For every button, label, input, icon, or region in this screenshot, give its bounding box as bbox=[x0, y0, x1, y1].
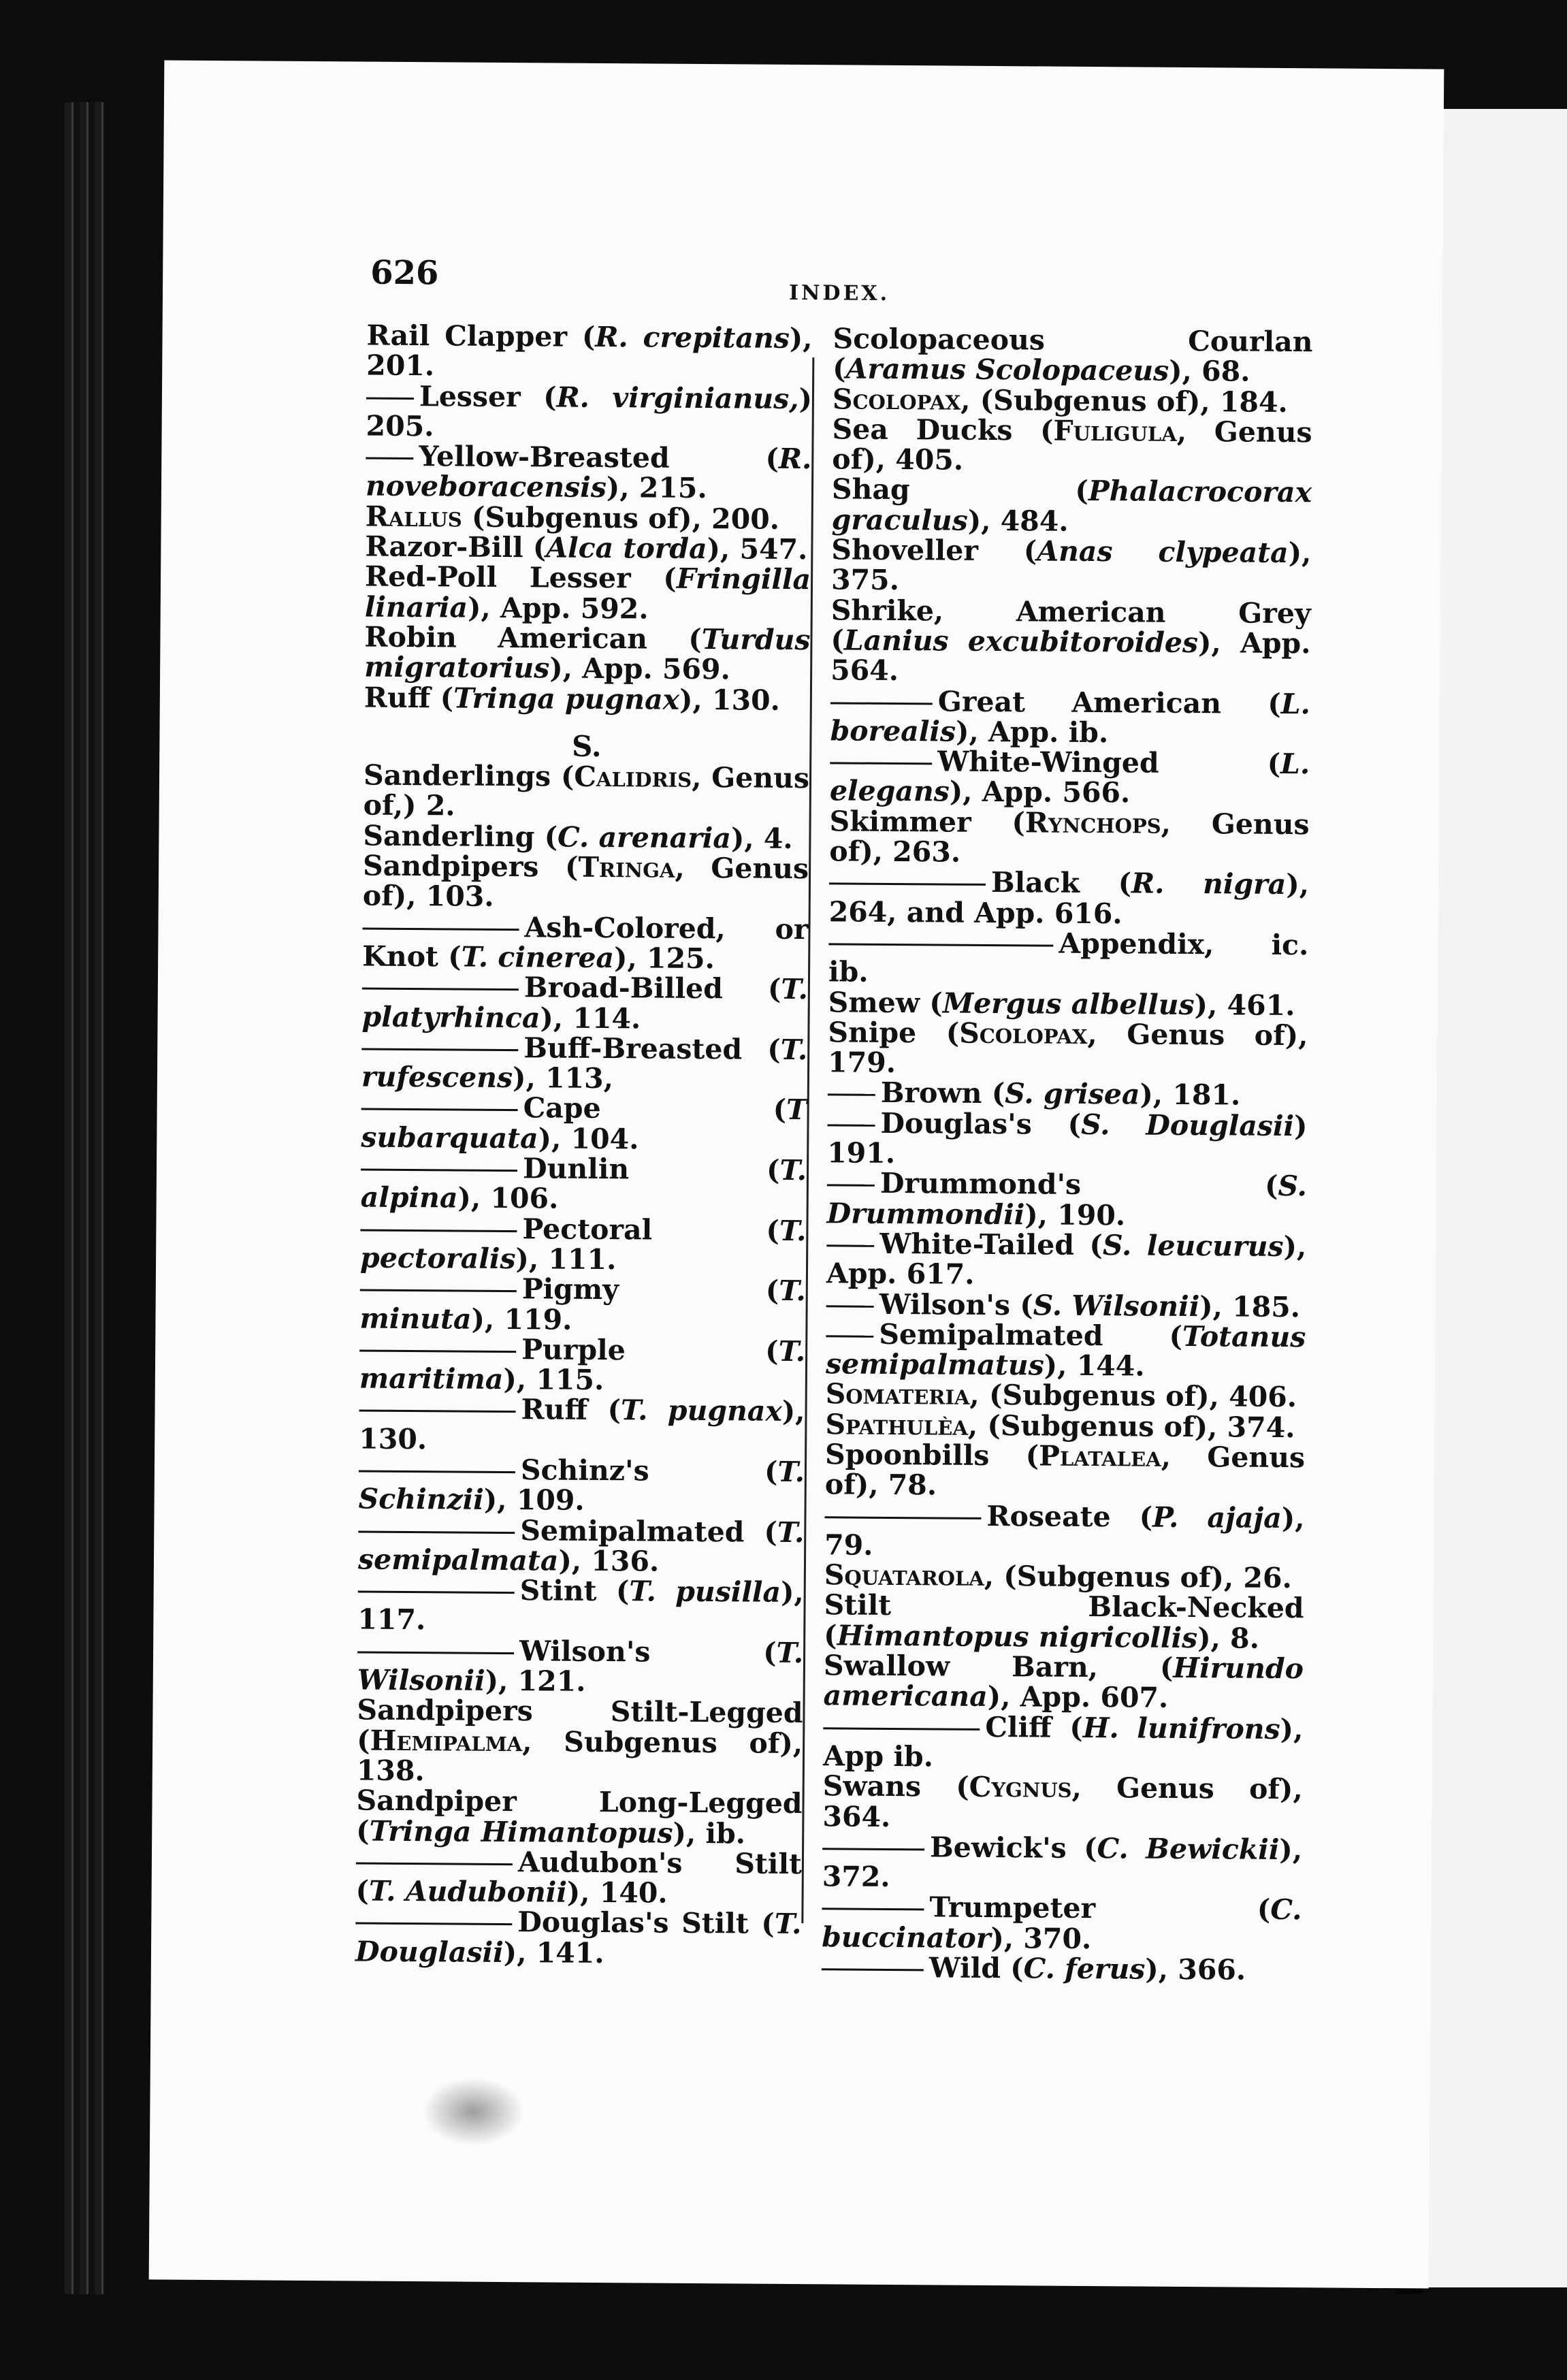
index-entry: Scolopax, (Subgenus of), 184. bbox=[832, 382, 1288, 419]
ditto-rule bbox=[830, 762, 932, 765]
index-entry: Ash-Colored, or Knot (T. cinerea), 125. bbox=[362, 910, 809, 976]
index-entry: Douglas's (S. Douglasii) 191. bbox=[827, 1106, 1308, 1170]
index-entry: Rallus (Subgenus of), 200. bbox=[365, 500, 780, 536]
index-entry: Semipalmated (Totanus semipalmatus), 144. bbox=[825, 1317, 1306, 1383]
index-entry: Swans (Cygnus, Genus of), 364. bbox=[822, 1769, 1303, 1833]
index-entry: Skimmer (Rynchops, Genus of), 263. bbox=[829, 805, 1310, 869]
ditto-rule bbox=[360, 1289, 517, 1293]
index-column-left bbox=[355, 321, 813, 1970]
ditto-rule bbox=[828, 1094, 875, 1096]
index-entry: Snipe (Scolopax, Genus of), 179. bbox=[827, 1016, 1308, 1080]
ditto-rule bbox=[822, 1908, 924, 1911]
index-entry: Sanderling (C. arenaria), 4. bbox=[363, 819, 793, 855]
index-entry: Rail Clapper (R. crepitans), 201. bbox=[366, 319, 813, 383]
index-entry: Ruff (Tringa pugnax), 130. bbox=[364, 681, 781, 717]
index-entry: Spathulèa, (Subgenus of), 374. bbox=[825, 1407, 1295, 1444]
index-entry: Douglas's Stilt (T. Douglasii), 141. bbox=[355, 1905, 802, 1969]
ditto-rule bbox=[359, 1349, 516, 1353]
index-entry: Broad-Billed (T. platyrhinca), 114. bbox=[361, 971, 809, 1035]
ditto-rule bbox=[366, 397, 414, 399]
index-entry: Swallow Barn, (Hirundo americana), App. 607. bbox=[823, 1649, 1304, 1715]
index-entry: Shrike, American Grey (Lanius excubitoroides), App. 564. bbox=[830, 594, 1311, 688]
index-entry: Sandpipers (Tringa, Genus of), 103. bbox=[362, 849, 809, 914]
index-entry: Great American (L. borealis), App. ib. bbox=[830, 684, 1311, 750]
ditto-rule bbox=[823, 1727, 980, 1731]
index-entry: Wilson's (S. Wilsonii), 185. bbox=[826, 1289, 1306, 1322]
ditto-rule bbox=[826, 1244, 874, 1247]
index-entry: Stilt Black-Necked (Himantopus nigricollis), 8. bbox=[824, 1588, 1304, 1655]
ditto-rule bbox=[366, 457, 413, 460]
ditto-rule bbox=[822, 1968, 924, 1971]
ditto-rule bbox=[824, 1516, 981, 1519]
book-page bbox=[149, 60, 1444, 2288]
ditto-rule bbox=[361, 1108, 518, 1112]
ditto-rule bbox=[357, 1651, 514, 1654]
index-entry: Roseate (P. ajaja), 79. bbox=[824, 1499, 1305, 1562]
index-entry: Sandpiper Long-Legged (Tringa Himantopus), ib. bbox=[356, 1784, 803, 1850]
page-edges bbox=[65, 102, 106, 2294]
index-entry: Brown (S. grisea), 181. bbox=[828, 1078, 1308, 1111]
index-entry: Sea Ducks (Fuligula, Genus of), 405. bbox=[832, 413, 1312, 477]
index-entry: Robin American (Turdus migratorius), App. 569. bbox=[364, 620, 811, 686]
section-letter: S. bbox=[571, 729, 602, 763]
ditto-rule bbox=[827, 1124, 875, 1126]
index-entry: Drummond's (S. Drummondii), 190. bbox=[826, 1167, 1308, 1232]
index-entry: Scolopaceous Courlan (Aramus Scolopaceus), 68. bbox=[833, 322, 1313, 388]
index-entry: White-Tailed (S. leucurus), App. 617. bbox=[826, 1227, 1307, 1291]
ditto-rule bbox=[355, 1923, 512, 1926]
index-entry: Cape (T subarquata), 104. bbox=[361, 1091, 807, 1156]
index-entry: Appendix, ic. ib. bbox=[828, 927, 1309, 988]
index-entry: Stint (T. pusilla), 117. bbox=[357, 1574, 804, 1637]
ditto-rule bbox=[358, 1591, 515, 1594]
ditto-rule bbox=[830, 702, 933, 705]
index-entry: Ruff (T. pugnax), 130. bbox=[359, 1393, 805, 1456]
index-entry: Wilson's (T. Wilsonii), 121. bbox=[357, 1634, 804, 1698]
ditto-rule bbox=[822, 1848, 924, 1850]
index-entry: Semipalmated (T. semipalmata), 136. bbox=[357, 1513, 805, 1578]
ditto-rule bbox=[829, 883, 986, 886]
ditto-rule bbox=[356, 1862, 513, 1865]
ink-smudge bbox=[422, 2077, 525, 2146]
ditto-rule bbox=[359, 1470, 515, 1474]
index-entry: Dunlin (T. alpina), 106. bbox=[360, 1152, 807, 1215]
index-entry: Audubon's Stilt (T. Audubonii), 140. bbox=[355, 1846, 803, 1910]
index-entry: White-Winged (L. elegans), App. 566. bbox=[829, 745, 1310, 809]
ditto-rule bbox=[358, 1530, 515, 1534]
index-entry: Buff-Breasted (T. rufescens), 113, bbox=[361, 1031, 808, 1095]
index-entry: Razor-Bill (Alca torda), 547. bbox=[365, 530, 808, 566]
index-entry: Bewick's (C. Bewickii), 372. bbox=[822, 1831, 1303, 1894]
running-head: INDEX. bbox=[788, 280, 890, 306]
ditto-rule bbox=[826, 1305, 874, 1307]
ditto-rule bbox=[361, 1169, 517, 1172]
page-number: 626 bbox=[370, 253, 439, 293]
index-entry: Yellow-Breasted (R. noveboracensis), 215. bbox=[365, 440, 812, 505]
ditto-rule bbox=[360, 1229, 517, 1232]
ditto-rule bbox=[361, 1048, 518, 1051]
ditto-rule bbox=[359, 1410, 516, 1413]
index-entry: Somateria, (Subgenus of), 406. bbox=[825, 1377, 1297, 1414]
index-entry: Schinz's (T. Schinzii), 109. bbox=[358, 1453, 805, 1517]
ditto-rule bbox=[826, 1335, 873, 1337]
index-entry: Sandpipers Stilt-Legged (Hemipalma, Subgenus of), 138. bbox=[356, 1693, 803, 1788]
index-entry: Trumpeter (C. buccinator), 370. bbox=[822, 1891, 1302, 1955]
index-entry: Cliff (H. lunifrons), App ib. bbox=[822, 1710, 1304, 1773]
index-entry: Wild (C. ferus), 366. bbox=[822, 1952, 1302, 1985]
index-entry: Red-Poll Lesser (Fringilla linaria), App. 592. bbox=[364, 560, 811, 626]
ditto-rule bbox=[828, 943, 1053, 946]
ditto-rule bbox=[362, 927, 519, 931]
index-entry: Lesser (R. virginianus,) 205. bbox=[366, 379, 813, 443]
ditto-rule bbox=[362, 988, 519, 991]
index-entry: Sanderlings (Calidris, Genus of,) 2. bbox=[363, 758, 810, 822]
index-entry: Shag (Phalacrocorax graculus), 484. bbox=[831, 472, 1312, 538]
index-entry: Spoonbills (Platalea, Genus of), 78. bbox=[824, 1438, 1306, 1502]
index-entry: Shoveller (Anas clypeata), 375. bbox=[830, 533, 1312, 597]
index-column-right bbox=[822, 323, 1313, 1985]
index-entry: Squatarola, (Subgenus of), 26. bbox=[824, 1558, 1293, 1595]
index-entry: Pigmy (T. minuta), 119. bbox=[359, 1272, 806, 1336]
index-entry: Pectoral (T. pectoralis), 111. bbox=[359, 1212, 807, 1276]
ditto-rule bbox=[827, 1185, 875, 1187]
index-entry: Purple (T. maritima), 115. bbox=[359, 1332, 806, 1397]
index-entry: Black (R. nigra), 264, and App. 616. bbox=[828, 866, 1310, 930]
index-entry: Smew (Mergus albellus), 461. bbox=[828, 985, 1295, 1022]
